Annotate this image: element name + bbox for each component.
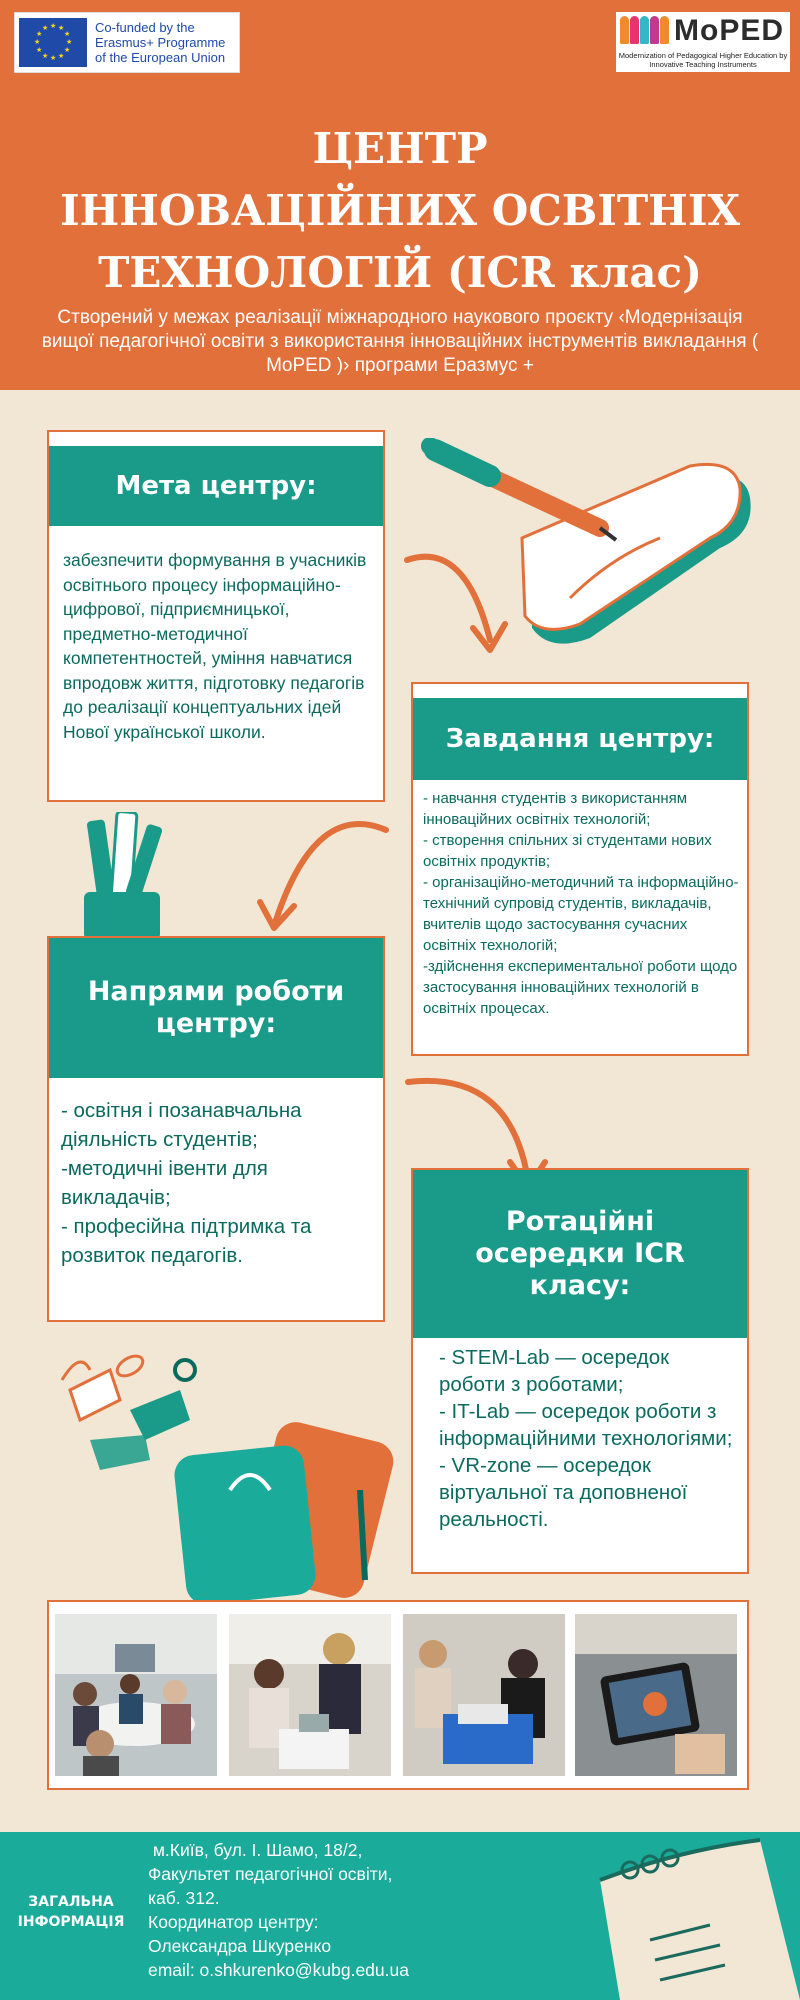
photo-gallery [47,1600,749,1790]
goal-heading: Мета центру: [49,446,383,526]
contact-email[interactable]: email: o.shkurenko@kubg.edu.ua [148,1960,409,1980]
title-line-1: ЦЕНТР [312,124,488,173]
list-item: -методичні івенти для викладачів; [61,1157,268,1209]
contact-line: каб. 312. [148,1888,220,1908]
directions-list [61,1096,375,1270]
books-illustration [160,1420,410,1600]
classroom-photo [55,1614,217,1776]
list-item: - освітня і позанавчальна діяльність студентів; [61,1099,302,1151]
rotation-heading: Ротаційні осередки ICR класу: [413,1170,747,1338]
moped-wordmark: MoPED [674,14,784,47]
page-subtitle: Створений у межах реалізації міжнародного наукового проєкту ‹Модернізація вищої педагогічної освіти з використання інноваційних інструментів викладання ( MoPED )› програми Еразмус + [41,307,759,376]
list-item: - організаційно-методичний та інформаційно-технічний супровід студентів, викладачів, вчителів щодо застосування сучасних освітніх технологій; [423,874,739,954]
classroom-photo [575,1614,737,1776]
list-item: -здійснення експериментальної роботи щодо застосування інноваційних технологій в освітніх процесах. [423,958,738,1017]
moped-figures-icon [620,16,669,44]
list-item: - VR-zone — осередок віртуальної та доповненої реальності. [439,1454,688,1531]
notebook-illustration [560,1820,800,2000]
arrow-icon [246,810,396,940]
classroom-photo [403,1614,565,1776]
eu-erasmus-logo [14,12,240,73]
contact-line: м.Київ, бул. І. Шамо, 18/2, [148,1840,363,1860]
list-item: - STEM-Lab — осередок роботи з роботами; [439,1346,670,1396]
eu-flag-icon: ★ ★ ★ ★ ★ ★ ★ ★ ★ ★ ★ ★ [19,18,87,67]
directions-heading: Напрями роботи центру: [49,938,383,1078]
list-item: - навчання студентів з використанням інноваційних освітніх технологій; [423,790,688,828]
contact-line: Координатор центру: [148,1912,319,1932]
title-line-2: ІННОВАЦІЙНИХ ОСВІТНІХ [59,186,741,235]
goal-card [47,430,385,802]
pencil-cup-illustration [72,812,172,942]
page-title [0,118,800,304]
rotation-list [439,1344,737,1533]
directions-card [47,936,385,1322]
tasks-card [411,682,749,1056]
moped-logo [616,12,790,72]
tasks-list [423,788,743,1019]
contact-line: Олександра Шкуренко [148,1936,332,1956]
footer-label: ЗАГАЛЬНА ІНФОРМАЦІЯ [17,1894,125,1930]
contact-info [148,1838,448,1982]
eu-logo-text: Co-funded by the Erasmus+ Programme of the European Union [95,20,226,65]
list-item: - професійна підтримка та розвиток педагогів. [61,1215,312,1267]
list-item: - IT-Lab — осередок роботи з інформаційними технологіями; [439,1400,733,1450]
arrow-icon [395,550,515,670]
rotation-card [411,1168,749,1574]
contact-line: Факультет педагогічної освіти, [148,1864,393,1884]
classroom-photo [229,1614,391,1776]
moped-subtitle: Modernization of Pedagogical Higher Education by Innovative Teaching Instruments [618,51,788,69]
tasks-heading: Завдання центру: [413,698,747,780]
list-item: - створення спільних зі студентами нових освітніх продуктів; [423,832,712,870]
title-line-3: ТЕХНОЛОГІЙ (ICR клас) [98,248,702,297]
goal-text: забезпечити формування в учасників освітнього процесу інформаційно-цифрової, підприємницької, предметно-методичної компетентностей, уміння навчатися впродовж життя, підготовку педагогів до реалізації концептуальних ідей Нової української школи. [63,550,367,742]
